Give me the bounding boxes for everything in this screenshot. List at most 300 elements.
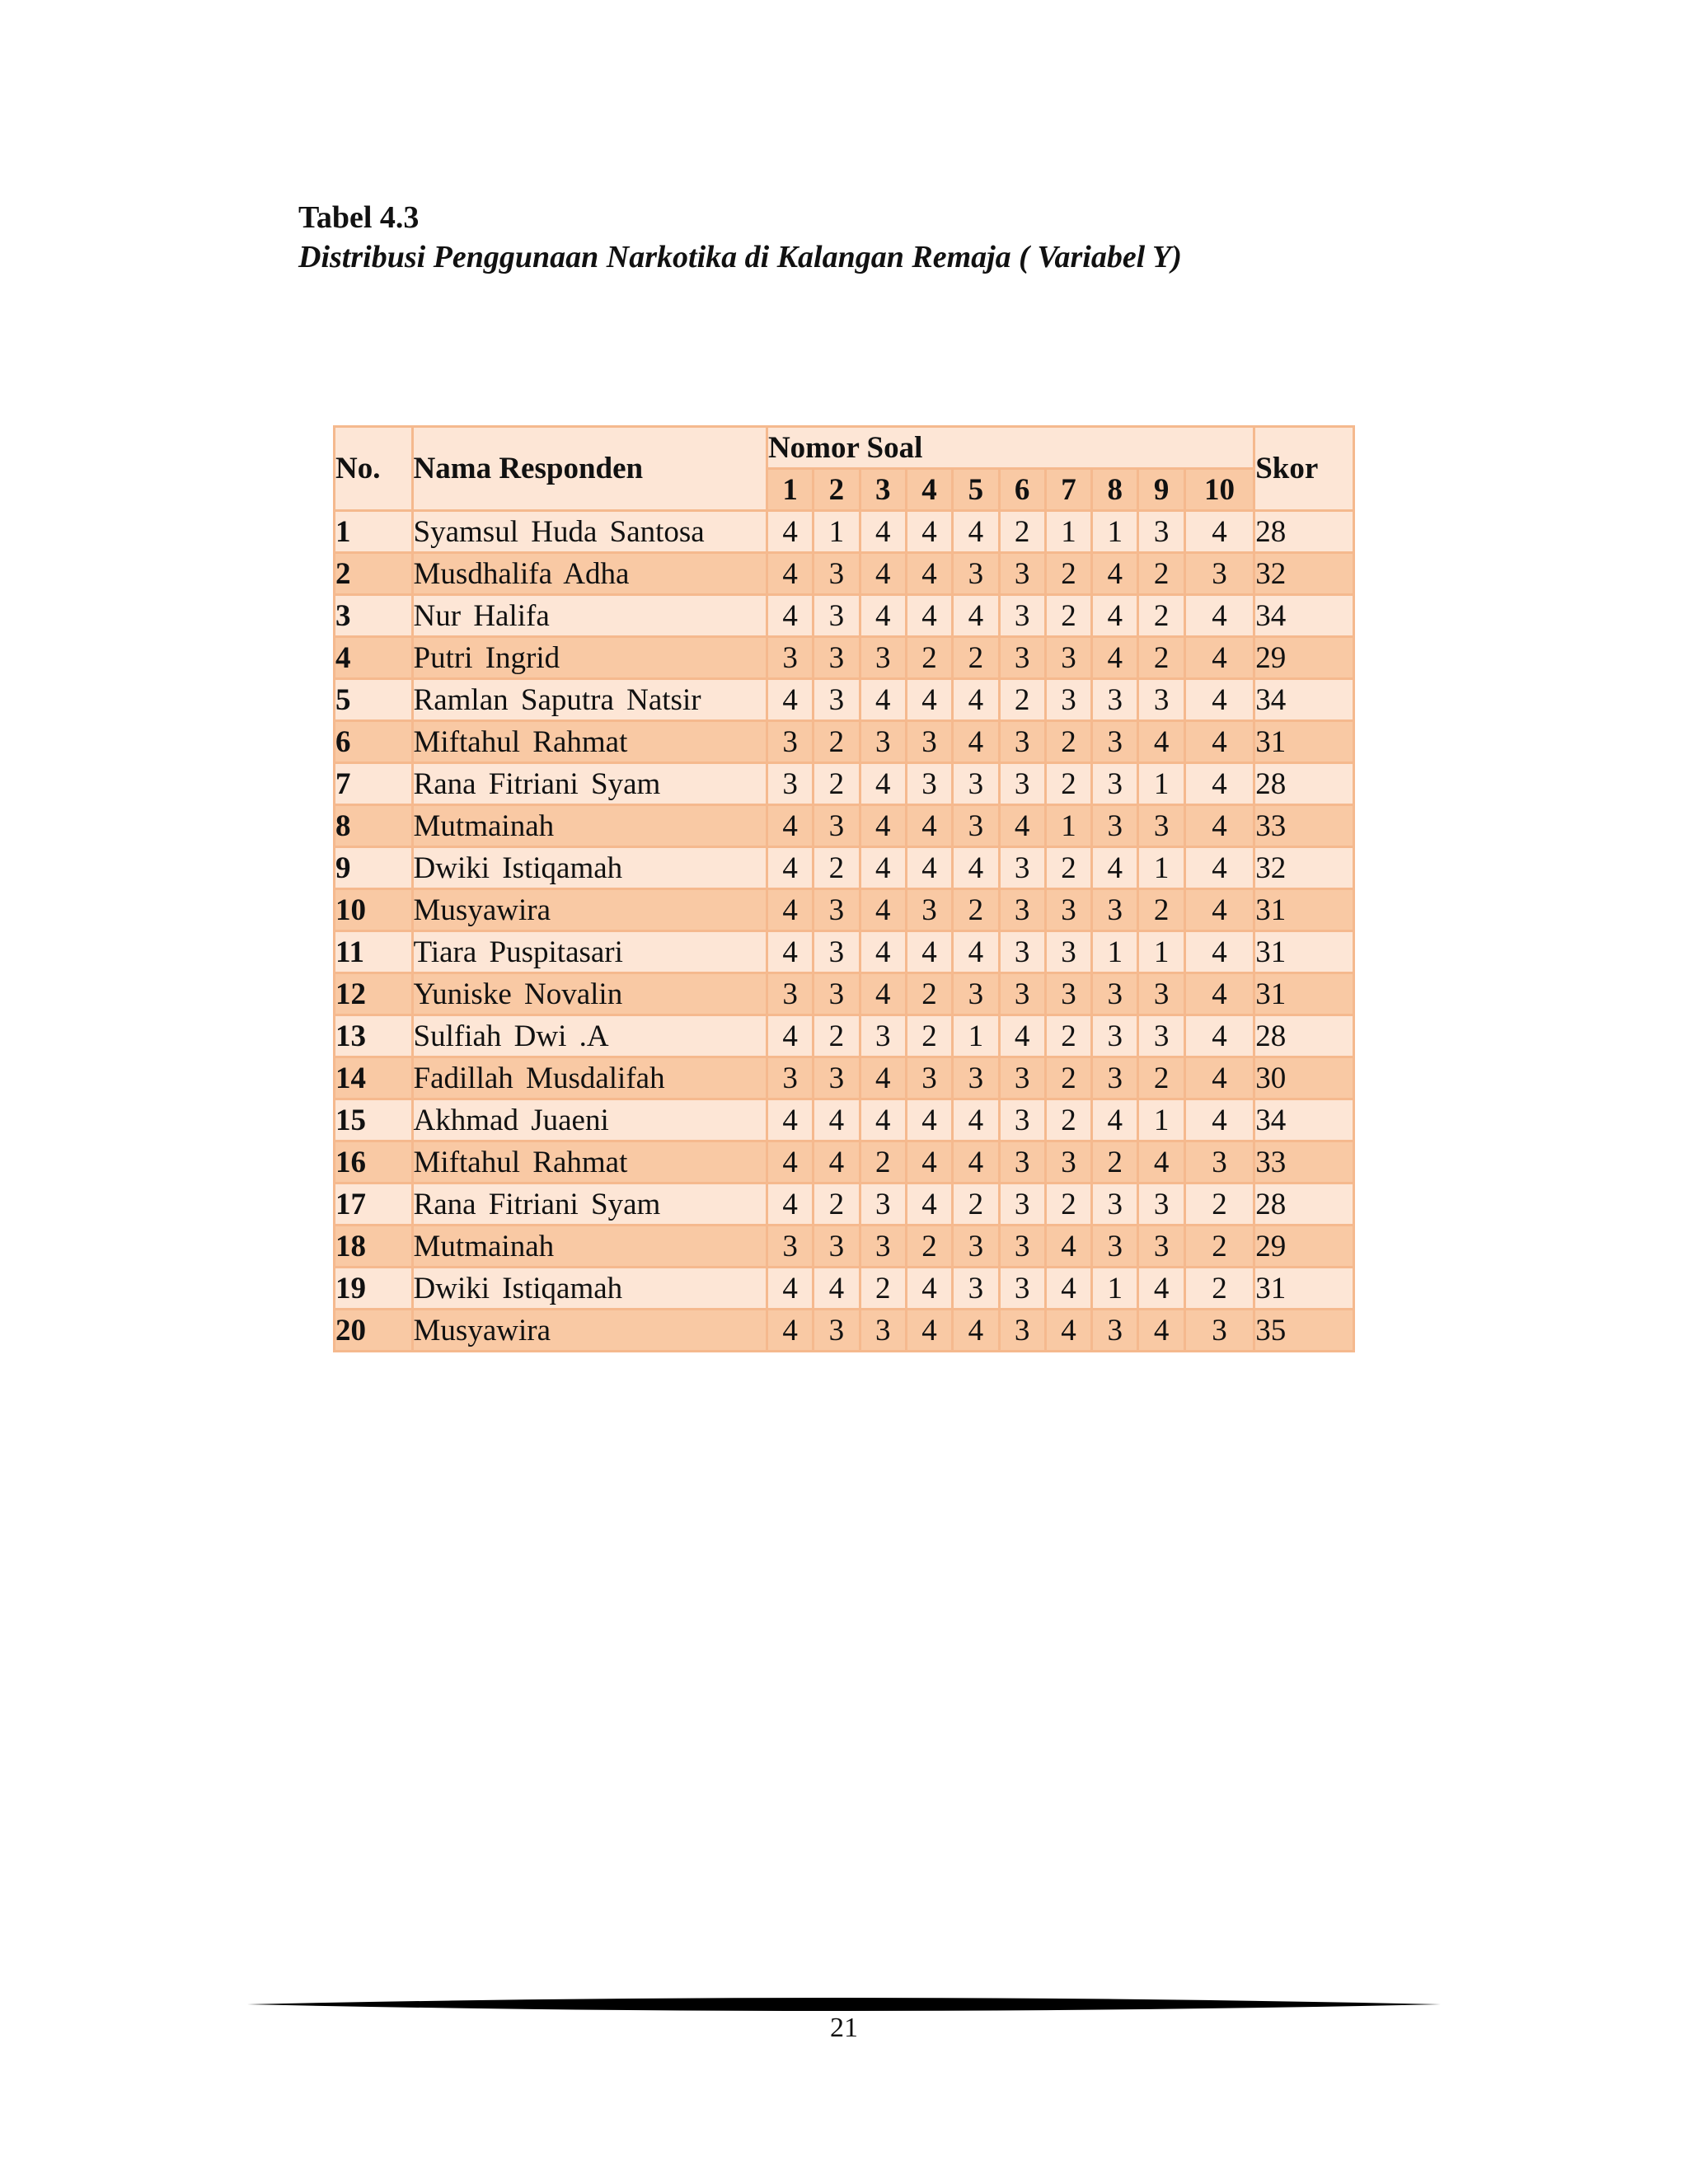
answer-cell: 4: [1184, 1015, 1254, 1057]
answer-cell: 2: [953, 637, 999, 679]
answer-cell: 4: [860, 679, 906, 721]
answer-cell: 4: [999, 1015, 1045, 1057]
answer-cell: 3: [1092, 1310, 1138, 1352]
row-number-cell: 7: [335, 763, 413, 805]
answer-cell: 3: [953, 973, 999, 1015]
answer-cell: 4: [1092, 595, 1138, 637]
answer-cell: 4: [767, 1099, 813, 1141]
answer-cell: 3: [1184, 553, 1254, 595]
score-cell: 31: [1254, 721, 1354, 763]
answer-cell: 4: [767, 805, 813, 847]
respondent-name-cell: Nur Halifa: [412, 595, 767, 637]
answer-cell: 3: [1092, 763, 1138, 805]
answer-cell: 3: [767, 763, 813, 805]
answer-cell: 3: [953, 1057, 999, 1099]
answer-cell: 4: [953, 595, 999, 637]
answer-cell: 4: [906, 1141, 952, 1183]
header-question-number: 7: [1045, 469, 1091, 511]
answer-cell: 1: [1092, 1268, 1138, 1310]
header-question-number: 9: [1138, 469, 1184, 511]
answer-cell: 2: [1138, 553, 1184, 595]
answer-cell: 4: [767, 553, 813, 595]
answer-cell: 3: [814, 553, 860, 595]
answer-cell: 3: [860, 721, 906, 763]
answer-cell: 4: [1184, 721, 1254, 763]
answer-cell: 2: [1045, 763, 1091, 805]
answer-cell: 2: [1184, 1183, 1254, 1226]
score-cell: 31: [1254, 889, 1354, 931]
answer-cell: 2: [1138, 637, 1184, 679]
score-cell: 28: [1254, 763, 1354, 805]
row-number-cell: 6: [335, 721, 413, 763]
respondent-name-cell: Fadillah Musdalifah: [412, 1057, 767, 1099]
answer-cell: 1: [1138, 847, 1184, 889]
answer-cell: 3: [999, 1099, 1045, 1141]
answer-cell: 3: [999, 1183, 1045, 1226]
answer-cell: 4: [953, 679, 999, 721]
answer-cell: 4: [1184, 973, 1254, 1015]
answer-cell: 4: [1184, 1099, 1254, 1141]
answer-cell: 4: [860, 1099, 906, 1141]
answer-cell: 3: [1092, 889, 1138, 931]
header-question-number: 10: [1184, 469, 1254, 511]
answer-cell: 4: [860, 763, 906, 805]
answer-cell: 4: [906, 1310, 952, 1352]
answer-cell: 3: [1138, 973, 1184, 1015]
row-number-cell: 17: [335, 1183, 413, 1226]
table-row: [335, 1015, 1354, 1057]
table-row: [335, 1057, 1354, 1099]
answer-cell: 2: [1138, 595, 1184, 637]
answer-cell: 4: [860, 553, 906, 595]
answer-cell: 4: [814, 1141, 860, 1183]
answer-cell: 4: [860, 889, 906, 931]
answer-cell: 3: [953, 553, 999, 595]
table-row: [335, 889, 1354, 931]
row-number-cell: 11: [335, 931, 413, 973]
answer-cell: 2: [1045, 721, 1091, 763]
answer-cell: 1: [1138, 763, 1184, 805]
answer-cell: 4: [1184, 763, 1254, 805]
answer-cell: 3: [1138, 679, 1184, 721]
answer-cell: 3: [814, 973, 860, 1015]
answer-cell: 2: [814, 1183, 860, 1226]
score-cell: 35: [1254, 1310, 1354, 1352]
answer-cell: 3: [1092, 679, 1138, 721]
answer-cell: 4: [953, 721, 999, 763]
header-question-group: Nomor Soal: [767, 427, 1254, 469]
respondent-name-cell: Syamsul Huda Santosa: [412, 511, 767, 553]
score-cell: 28: [1254, 1015, 1354, 1057]
answer-cell: 4: [1138, 1268, 1184, 1310]
answer-cell: 2: [1045, 1183, 1091, 1226]
header-question-number: 5: [953, 469, 999, 511]
score-cell: 31: [1254, 1268, 1354, 1310]
row-number-cell: 13: [335, 1015, 413, 1057]
answer-cell: 4: [906, 931, 952, 973]
answer-cell: 3: [999, 553, 1045, 595]
answer-cell: 3: [814, 931, 860, 973]
answer-cell: 3: [814, 889, 860, 931]
answer-cell: 3: [906, 763, 952, 805]
answer-cell: 2: [814, 1015, 860, 1057]
answer-cell: 4: [953, 1099, 999, 1141]
table-row: [335, 679, 1354, 721]
respondent-name-cell: Putri Ingrid: [412, 637, 767, 679]
header-question-number: 4: [906, 469, 952, 511]
answer-cell: 2: [906, 1226, 952, 1268]
page-number: 21: [830, 2013, 858, 2043]
answer-cell: 2: [1045, 553, 1091, 595]
answer-cell: 4: [860, 595, 906, 637]
answer-cell: 4: [767, 889, 813, 931]
table-row: [335, 511, 1354, 553]
answer-cell: 4: [953, 847, 999, 889]
answer-cell: 2: [1045, 847, 1091, 889]
header-question-number: 6: [999, 469, 1045, 511]
answer-cell: 3: [999, 763, 1045, 805]
header-no: No.: [335, 427, 413, 511]
answer-cell: 2: [906, 1015, 952, 1057]
answer-cell: 4: [767, 679, 813, 721]
table-title: Distribusi Penggunaan Narkotika di Kalangan Remaja ( Variabel Y): [298, 240, 1182, 274]
answer-cell: 2: [1138, 1057, 1184, 1099]
answer-cell: 3: [1092, 1183, 1138, 1226]
answer-cell: 3: [1045, 1141, 1091, 1183]
footer-divider: [247, 1994, 1441, 2014]
table-row: [335, 847, 1354, 889]
header-question-number: 1: [767, 469, 813, 511]
header-name: Nama Responden: [412, 427, 767, 511]
score-cell: 34: [1254, 595, 1354, 637]
answer-cell: 4: [906, 1099, 952, 1141]
table-row: [335, 1310, 1354, 1352]
answer-cell: 1: [953, 1015, 999, 1057]
score-cell: 32: [1254, 553, 1354, 595]
answer-cell: 4: [906, 679, 952, 721]
answer-cell: 2: [1138, 889, 1184, 931]
row-number-cell: 15: [335, 1099, 413, 1141]
answer-cell: 3: [1138, 1015, 1184, 1057]
row-number-cell: 9: [335, 847, 413, 889]
answer-cell: 2: [1045, 1057, 1091, 1099]
answer-cell: 3: [814, 1057, 860, 1099]
header-question-number: 8: [1092, 469, 1138, 511]
score-cell: 28: [1254, 1183, 1354, 1226]
answer-cell: 4: [906, 847, 952, 889]
answer-cell: 3: [814, 679, 860, 721]
table-caption: [298, 198, 1452, 277]
answer-cell: 1: [1045, 511, 1091, 553]
row-number-cell: 10: [335, 889, 413, 931]
answer-cell: 4: [860, 511, 906, 553]
answer-cell: 3: [1092, 973, 1138, 1015]
table-header: [335, 427, 1354, 511]
answer-cell: 3: [1138, 805, 1184, 847]
answer-cell: 4: [906, 553, 952, 595]
answer-cell: 3: [1184, 1141, 1254, 1183]
answer-cell: 4: [906, 1183, 952, 1226]
answer-cell: 4: [860, 931, 906, 973]
answer-cell: 4: [767, 931, 813, 973]
answer-cell: 4: [767, 1268, 813, 1310]
respondent-name-cell: Rana Fitriani Syam: [412, 1183, 767, 1226]
table-row: [335, 1226, 1354, 1268]
answer-cell: 4: [906, 511, 952, 553]
answer-cell: 3: [906, 721, 952, 763]
answer-cell: 4: [860, 973, 906, 1015]
respondent-name-cell: Mutmainah: [412, 805, 767, 847]
answer-cell: 4: [1092, 637, 1138, 679]
answer-cell: 3: [1045, 637, 1091, 679]
score-cell: 31: [1254, 973, 1354, 1015]
answer-cell: 3: [814, 1226, 860, 1268]
answer-cell: 3: [999, 1141, 1045, 1183]
header-question-number: 2: [814, 469, 860, 511]
answer-cell: 3: [999, 889, 1045, 931]
answer-cell: 3: [767, 1226, 813, 1268]
table-row: [335, 1268, 1354, 1310]
header-question-number: 3: [860, 469, 906, 511]
answer-cell: 3: [860, 1183, 906, 1226]
answer-cell: 1: [1045, 805, 1091, 847]
answer-cell: 2: [999, 679, 1045, 721]
answer-cell: 3: [906, 889, 952, 931]
answer-cell: 3: [953, 1226, 999, 1268]
answer-cell: 4: [1184, 595, 1254, 637]
answer-cell: 3: [1045, 973, 1091, 1015]
score-cell: 34: [1254, 679, 1354, 721]
answer-cell: 2: [1184, 1226, 1254, 1268]
answer-cell: 4: [906, 805, 952, 847]
respondent-name-cell: Ramlan Saputra Natsir: [412, 679, 767, 721]
score-cell: 30: [1254, 1057, 1354, 1099]
respondent-name-cell: Miftahul Rahmat: [412, 1141, 767, 1183]
answer-cell: 3: [999, 721, 1045, 763]
answer-cell: 4: [1045, 1268, 1091, 1310]
answer-cell: 3: [1045, 889, 1091, 931]
answer-cell: 4: [814, 1099, 860, 1141]
answer-cell: 4: [1092, 847, 1138, 889]
row-number-cell: 20: [335, 1310, 413, 1352]
answer-cell: 3: [999, 973, 1045, 1015]
table-row: [335, 1183, 1354, 1226]
answer-cell: 3: [999, 931, 1045, 973]
respondent-name-cell: Miftahul Rahmat: [412, 721, 767, 763]
answer-cell: 4: [906, 595, 952, 637]
answer-cell: 4: [860, 1057, 906, 1099]
answer-cell: 3: [999, 1268, 1045, 1310]
answer-cell: 4: [767, 1183, 813, 1226]
answer-cell: 4: [906, 1268, 952, 1310]
table-row: [335, 973, 1354, 1015]
answer-cell: 2: [906, 973, 952, 1015]
answer-cell: 4: [814, 1268, 860, 1310]
table-body: [335, 511, 1354, 1352]
table-row: [335, 1099, 1354, 1141]
answer-cell: 3: [1092, 721, 1138, 763]
answer-cell: 2: [1045, 1015, 1091, 1057]
answer-cell: 2: [1045, 595, 1091, 637]
answer-cell: 3: [1138, 1226, 1184, 1268]
answer-cell: 3: [767, 973, 813, 1015]
answer-cell: 4: [1045, 1310, 1091, 1352]
answer-cell: 4: [1092, 1099, 1138, 1141]
answer-cell: 3: [1138, 511, 1184, 553]
answer-cell: 3: [953, 763, 999, 805]
answer-cell: 3: [999, 1226, 1045, 1268]
answer-cell: 4: [1184, 847, 1254, 889]
answer-cell: 3: [1092, 1057, 1138, 1099]
answer-cell: 1: [1138, 931, 1184, 973]
answer-cell: 2: [953, 1183, 999, 1226]
answer-cell: 4: [953, 511, 999, 553]
answer-cell: 3: [1092, 1226, 1138, 1268]
table-row: [335, 931, 1354, 973]
answer-cell: 3: [814, 637, 860, 679]
table-row: [335, 1141, 1354, 1183]
answer-cell: 3: [999, 1310, 1045, 1352]
answer-cell: 2: [953, 889, 999, 931]
respondent-name-cell: Sulfiah Dwi .A: [412, 1015, 767, 1057]
answer-cell: 4: [953, 1310, 999, 1352]
score-cell: 34: [1254, 1099, 1354, 1141]
answer-cell: 4: [1184, 511, 1254, 553]
answer-cell: 3: [1138, 1183, 1184, 1226]
answer-cell: 4: [860, 847, 906, 889]
answer-cell: 4: [1092, 553, 1138, 595]
table-row: [335, 595, 1354, 637]
score-cell: 32: [1254, 847, 1354, 889]
answer-cell: 4: [767, 595, 813, 637]
respondent-name-cell: Yuniske Novalin: [412, 973, 767, 1015]
score-cell: 33: [1254, 805, 1354, 847]
answer-cell: 3: [767, 1057, 813, 1099]
answer-cell: 3: [999, 637, 1045, 679]
answer-cell: 4: [860, 805, 906, 847]
score-cell: 31: [1254, 931, 1354, 973]
answer-cell: 3: [1045, 931, 1091, 973]
answer-cell: 3: [999, 1057, 1045, 1099]
answer-cell: 2: [906, 637, 952, 679]
table-label: Tabel 4.3: [298, 200, 420, 235]
score-cell: 33: [1254, 1141, 1354, 1183]
row-number-cell: 19: [335, 1268, 413, 1310]
respondent-name-cell: Musdhalifa Adha: [412, 553, 767, 595]
answer-cell: 3: [953, 1268, 999, 1310]
table-row: [335, 637, 1354, 679]
answer-cell: 2: [1045, 1099, 1091, 1141]
answer-cell: 3: [1092, 1015, 1138, 1057]
answer-cell: 4: [1184, 637, 1254, 679]
answer-cell: 3: [999, 847, 1045, 889]
answer-cell: 1: [1138, 1099, 1184, 1141]
answer-cell: 3: [906, 1057, 952, 1099]
score-cell: 29: [1254, 637, 1354, 679]
answer-cell: 3: [860, 1226, 906, 1268]
answer-cell: 4: [1184, 679, 1254, 721]
answer-cell: 3: [767, 637, 813, 679]
row-number-cell: 14: [335, 1057, 413, 1099]
answer-cell: 4: [1184, 889, 1254, 931]
answer-cell: 4: [1138, 721, 1184, 763]
answer-cell: 3: [1184, 1310, 1254, 1352]
answer-cell: 3: [1045, 679, 1091, 721]
answer-cell: 2: [1184, 1268, 1254, 1310]
row-number-cell: 18: [335, 1226, 413, 1268]
answer-cell: 4: [999, 805, 1045, 847]
table-row: [335, 805, 1354, 847]
row-number-cell: 3: [335, 595, 413, 637]
answer-cell: 1: [814, 511, 860, 553]
header-row-top: [335, 427, 1354, 469]
row-number-cell: 5: [335, 679, 413, 721]
row-number-cell: 4: [335, 637, 413, 679]
answer-cell: 1: [1092, 511, 1138, 553]
answer-cell: 4: [1184, 1057, 1254, 1099]
answer-cell: 2: [1092, 1141, 1138, 1183]
answer-cell: 4: [767, 1015, 813, 1057]
answer-cell: 2: [999, 511, 1045, 553]
respondent-name-cell: Akhmad Juaeni: [412, 1099, 767, 1141]
answer-cell: 3: [767, 721, 813, 763]
row-number-cell: 8: [335, 805, 413, 847]
answer-cell: 3: [814, 595, 860, 637]
row-number-cell: 1: [335, 511, 413, 553]
answer-cell: 4: [767, 847, 813, 889]
answer-cell: 2: [814, 847, 860, 889]
table-row: [335, 721, 1354, 763]
header-score: Skor: [1254, 427, 1354, 511]
answer-cell: 2: [860, 1141, 906, 1183]
respondent-name-cell: Rana Fitriani Syam: [412, 763, 767, 805]
answer-cell: 1: [1092, 931, 1138, 973]
answer-cell: 3: [814, 1310, 860, 1352]
answer-cell: 3: [814, 805, 860, 847]
score-cell: 29: [1254, 1226, 1354, 1268]
respondent-name-cell: Dwiki Istiqamah: [412, 847, 767, 889]
answer-cell: 3: [953, 805, 999, 847]
answer-cell: 4: [767, 1141, 813, 1183]
respondent-name-cell: Musyawira: [412, 1310, 767, 1352]
row-number-cell: 12: [335, 973, 413, 1015]
answer-cell: 4: [767, 1310, 813, 1352]
answer-cell: 3: [999, 595, 1045, 637]
respondent-table: [333, 425, 1355, 1352]
row-number-cell: 2: [335, 553, 413, 595]
answer-cell: 4: [1184, 931, 1254, 973]
table-row: [335, 763, 1354, 805]
respondent-name-cell: Musyawira: [412, 889, 767, 931]
row-number-cell: 16: [335, 1141, 413, 1183]
answer-cell: 4: [953, 1141, 999, 1183]
answer-cell: 3: [860, 1310, 906, 1352]
answer-cell: 3: [860, 1015, 906, 1057]
answer-cell: 4: [1045, 1226, 1091, 1268]
answer-cell: 4: [1138, 1310, 1184, 1352]
answer-cell: 4: [1184, 805, 1254, 847]
respondent-name-cell: Dwiki Istiqamah: [412, 1268, 767, 1310]
answer-cell: 2: [814, 721, 860, 763]
answer-cell: 2: [860, 1268, 906, 1310]
answer-cell: 4: [1138, 1141, 1184, 1183]
table-row: [335, 553, 1354, 595]
answer-cell: 3: [1092, 805, 1138, 847]
respondent-name-cell: Tiara Puspitasari: [412, 931, 767, 973]
answer-cell: 4: [767, 511, 813, 553]
answer-cell: 3: [860, 637, 906, 679]
score-cell: 28: [1254, 511, 1354, 553]
